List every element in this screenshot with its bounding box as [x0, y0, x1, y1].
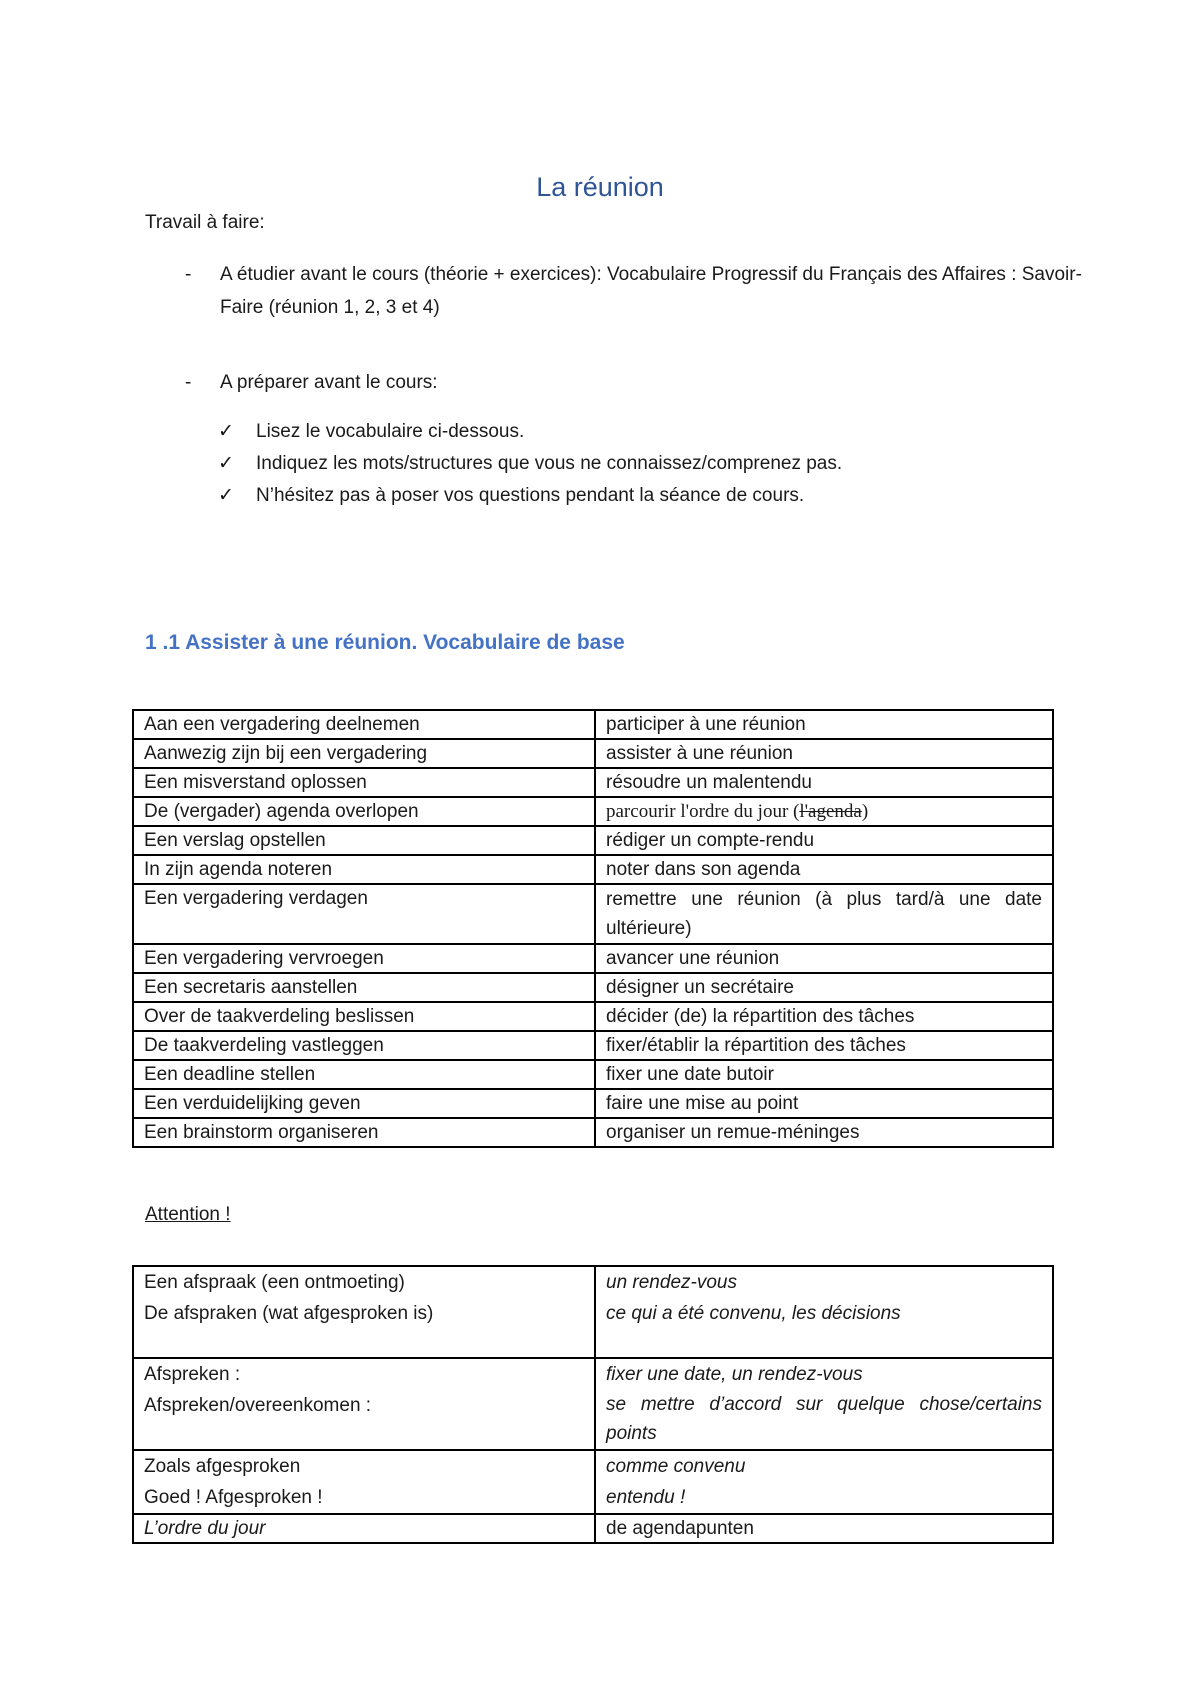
- french-cell: [595, 1266, 1053, 1358]
- french-term: fixer/établir la répartition des tâches: [595, 1031, 1053, 1060]
- table-row: [133, 768, 1053, 797]
- dutch-term: Een vergadering vervroegen: [133, 944, 595, 973]
- dash-bullet: -: [185, 264, 192, 285]
- task-item: [185, 366, 1085, 399]
- table-row: [133, 826, 1053, 855]
- dutch-term: Aan een vergadering deelnemen: [133, 710, 595, 739]
- french-term: un rendez-vous: [606, 1272, 737, 1293]
- dutch-term: Een deadline stellen: [133, 1060, 595, 1089]
- vocabulary-table: [132, 709, 1054, 1148]
- dutch-term: Over de taakverdeling beslissen: [133, 1002, 595, 1031]
- table-row: [133, 797, 1053, 826]
- table-row: [133, 973, 1053, 1002]
- french-term: fixer une date, un rendez-vous: [606, 1364, 863, 1385]
- french-term: assister à une réunion: [595, 739, 1053, 768]
- french-term: participer à une réunion: [595, 710, 1053, 739]
- french-term: entendu !: [606, 1487, 686, 1508]
- french-term-text: parcourir l'ordre du jour (: [606, 801, 800, 822]
- french-term: se mettre d’accord sur quelque chose/certains points: [606, 1394, 1042, 1444]
- dutch-term: De afspraken (wat afgesproken is): [144, 1303, 434, 1324]
- attention-label: Attention !: [145, 1204, 231, 1225]
- table-row: [133, 1358, 1053, 1450]
- dutch-term: In zijn agenda noteren: [133, 855, 595, 884]
- dutch-term: Een secretaris aanstellen: [133, 973, 595, 1002]
- table-row: [133, 1002, 1053, 1031]
- table-row: [133, 1031, 1053, 1060]
- french-term: résoudre un malentendu: [595, 768, 1053, 797]
- french-term: faire une mise au point: [595, 1089, 1053, 1118]
- french-cell: [595, 1450, 1053, 1514]
- struck-text: l'agenda: [799, 801, 862, 822]
- table-row: [133, 739, 1053, 768]
- attention-table: [132, 1265, 1054, 1544]
- dutch-term: Een verslag opstellen: [133, 826, 595, 855]
- dutch-cell: [133, 1450, 595, 1514]
- page-title: La réunion: [536, 172, 664, 202]
- table-row: [133, 944, 1053, 973]
- checklist-text: Lisez le vocabulaire ci-dessous.: [256, 421, 525, 442]
- dutch-term: Een misverstand oplossen: [133, 768, 595, 797]
- french-term-end: ): [861, 801, 869, 822]
- dutch-cell: [133, 1266, 595, 1358]
- french-term: noter dans son agenda: [595, 855, 1053, 884]
- check-icon: ✓: [218, 421, 234, 442]
- checklist-text: Indiquez les mots/structures que vous ne connaissez/comprenez pas.: [256, 453, 843, 474]
- table-row: [133, 1060, 1053, 1089]
- checklist-text: N’hésitez pas à poser vos questions pendant la séance de cours.: [256, 485, 805, 506]
- dutch-term: Afspreken :: [144, 1364, 241, 1385]
- check-icon: ✓: [218, 453, 234, 474]
- french-term: [595, 797, 1053, 826]
- french-term: décider (de) la répartition des tâches: [595, 1002, 1053, 1031]
- table-row: [133, 1089, 1053, 1118]
- french-term: rédiger un compte-rendu: [595, 826, 1053, 855]
- dutch-term: Een brainstorm organiseren: [133, 1118, 595, 1147]
- section-heading: 1 .1 Assister à une réunion. Vocabulaire de base: [145, 631, 625, 654]
- intro-label: Travail à faire:: [145, 212, 265, 233]
- table-row: [133, 1266, 1053, 1358]
- french-term: fixer une date butoir: [595, 1060, 1053, 1089]
- dutch-term: De (vergader) agenda overlopen: [133, 797, 595, 826]
- dutch-term: Een verduidelijking geven: [133, 1089, 595, 1118]
- table-row: [133, 855, 1053, 884]
- check-icon: ✓: [218, 485, 234, 506]
- french-term: ce qui a été convenu, les décisions: [606, 1303, 901, 1324]
- table-row: [133, 884, 1053, 944]
- french-term: remettre une réunion (à plus tard/à une date ultérieure): [595, 884, 1053, 944]
- task-item: [185, 258, 1085, 324]
- table-row: [133, 710, 1053, 739]
- checklist-item: [218, 416, 842, 448]
- checklist: [218, 416, 842, 512]
- checklist-item: [218, 448, 842, 480]
- task-text: A préparer avant le cours:: [220, 372, 438, 393]
- french-term: organiser un remue-méninges: [595, 1118, 1053, 1147]
- dutch-term: Aanwezig zijn bij een vergadering: [133, 739, 595, 768]
- dutch-term: Een afspraak (een ontmoeting): [144, 1272, 405, 1293]
- dutch-term: Goed ! Afgesproken !: [144, 1487, 323, 1508]
- dutch-term: Afspreken/overeenkomen :: [144, 1395, 372, 1416]
- dutch-term: Zoals afgesproken: [144, 1456, 301, 1477]
- table-row: [133, 1514, 1053, 1543]
- french-term: comme convenu: [606, 1456, 746, 1477]
- dutch-term: de agendapunten: [595, 1514, 1053, 1543]
- dutch-term: De taakverdeling vastleggen: [133, 1031, 595, 1060]
- dutch-term: Een vergadering verdagen: [133, 884, 595, 944]
- table-row: [133, 1450, 1053, 1514]
- french-term: L’ordre du jour: [133, 1514, 595, 1543]
- dash-bullet: -: [185, 372, 192, 393]
- table-row: [133, 1118, 1053, 1147]
- french-term: avancer une réunion: [595, 944, 1053, 973]
- checklist-item: [218, 480, 842, 512]
- dutch-cell: [133, 1358, 595, 1450]
- french-term: désigner un secrétaire: [595, 973, 1053, 1002]
- french-cell: [595, 1358, 1053, 1450]
- task-text: A étudier avant le cours (théorie + exercices): Vocabulaire Progressif du Français des Affaires : Savoir-Faire (réunion 1, 2, 3 et 4): [220, 264, 1082, 318]
